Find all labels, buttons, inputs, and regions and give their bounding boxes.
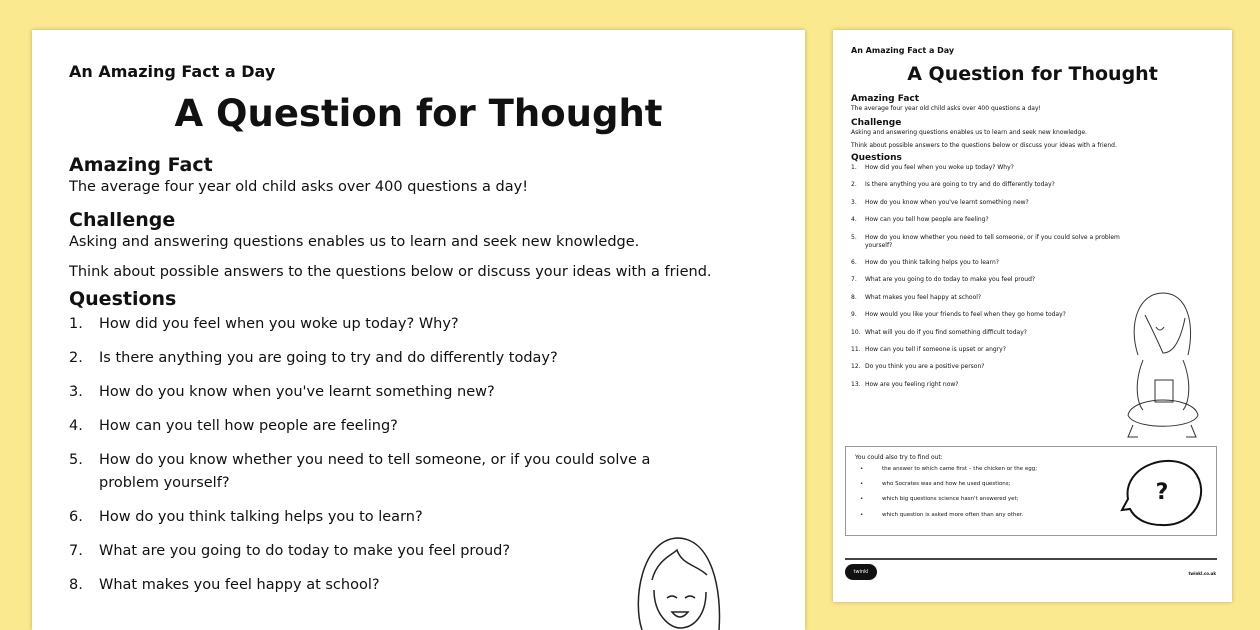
extension-item: • which big questions science hasn't answered yet; [860,495,1037,503]
question-text: What will you do if you find something difficult today? [865,328,1027,336]
page-title: A Question for Thought [174,92,663,135]
question-text: How did you feel when you woke up today? Why? [865,164,1014,171]
question-number: 8. [851,293,857,301]
question-item [69,381,769,404]
question-number: 3. [69,384,83,400]
question-number: 1. [69,316,83,332]
girl-illustration [622,520,732,630]
question-number: 9. [851,311,857,319]
worksheet-page-large [32,30,805,630]
extension-box [845,446,1217,536]
question-number: 5. [69,452,83,468]
challenge-text: Think about possible answers to the questions below or discuss your ideas with a friend. [69,264,712,280]
question-number: 6. [69,509,83,525]
question-text: How do you know whether you need to tell someone, or if you could solve a problem yourself? [865,233,1120,249]
page-title: A Question for Thought [907,63,1158,85]
question-text: How do you think talking helps you to learn? [865,258,999,266]
extension-item: • the answer to which came first – the chicken or the egg; [860,465,1037,473]
worksheet-page-preview [833,30,1232,602]
fact-text: The average four year old child asks over 400 questions a day! [851,105,1041,112]
extension-item: • which question is asked more often than any other. [860,511,1037,519]
question-number: 6. [851,258,857,266]
question-item [69,313,769,336]
question-item [69,415,769,438]
question-text: How do you know whether you need to tell someone, or if you could solve a problem yourself? [99,452,651,491]
question-item [851,276,1221,284]
fact-heading: Amazing Fact [851,94,920,104]
extension-intro: You could also try to find out: [855,454,943,461]
question-item [851,164,1221,172]
girl-illustration [1123,285,1203,440]
question-number: 7. [851,276,857,284]
question-text: Is there anything you are going to try and do differently today? [99,350,558,366]
question-text: What are you going to do today to make you feel proud? [99,543,511,559]
question-item [851,181,1221,189]
supertitle: An Amazing Fact a Day [851,46,955,55]
question-number: 12. [851,363,861,371]
extension-item: • who Socrates was and how he used questions; [860,480,1037,488]
question-text: What makes you feel happy at school? [99,577,380,593]
challenge-heading: Challenge [69,209,176,231]
question-text: What are you going to do today to make you feel proud? [865,276,1036,284]
footer-rule [845,558,1217,560]
questions-heading: Questions [851,153,902,163]
question-item [69,449,769,495]
question-item [851,259,1221,267]
bubble-question-mark: ? [1155,480,1169,505]
challenge-text: Asking and answering questions enables us to learn and seek new knowledge. [69,234,640,250]
question-number: 11. [851,345,861,353]
question-number: 7. [69,543,83,559]
questions-heading: Questions [69,288,177,310]
fact-text: The average four year old child asks over 400 questions a day! [69,179,529,195]
challenge-text: Think about possible answers to the questions below or discuss your ideas with a friend. [851,142,1117,149]
question-text: How do you think talking helps you to learn? [99,509,423,525]
question-text: How can you tell how people are feeling? [865,216,989,224]
speech-bubble-icon [1114,453,1210,529]
question-text: How are you feeling right now? [865,380,959,388]
question-text: How can you tell how people are feeling? [99,418,398,434]
question-text: How do you know when you've learnt something new? [865,198,1029,206]
question-text: How can you tell if someone is upset or angry? [865,345,1006,353]
question-number: 10. [851,328,861,336]
question-number: 4. [851,216,857,224]
footer-code: twinkl.co.uk [1188,571,1216,576]
twinkl-logo: twinkl [845,564,877,580]
challenge-text: Asking and answering questions enables us to learn and seek new knowledge. [851,129,1087,136]
question-item [851,199,1221,207]
supertitle: An Amazing Fact a Day [69,62,276,81]
question-number: 2. [851,181,857,189]
question-number: 8. [69,577,83,593]
question-item [851,216,1221,224]
question-number: 4. [69,418,83,434]
question-text: How did you feel when you woke up today? Why? [99,316,459,332]
question-text: Do you think you are a positive person? [865,363,985,371]
question-item [851,234,1221,250]
question-number: 3. [851,198,857,206]
question-number: 2. [69,350,83,366]
question-number: 13. [851,380,861,388]
question-text: Is there anything you are going to try and do differently today? [865,181,1055,189]
extension-list [860,465,1037,526]
fact-heading: Amazing Fact [69,154,213,176]
question-text: How do you know when you've learnt something new? [99,384,495,400]
question-item [69,347,769,370]
question-text: What makes you feel happy at school? [865,293,982,301]
challenge-heading: Challenge [851,118,902,128]
question-number: 5. [851,233,857,241]
question-number: 1. [851,164,857,171]
question-text: How would you like your friends to feel when they go home today? [865,311,1066,319]
